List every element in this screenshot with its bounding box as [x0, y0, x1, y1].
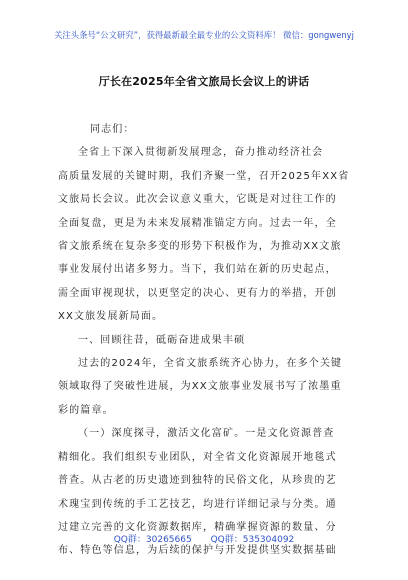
text-line: 全省上下深入贯彻新发展理念，奋力推动经济社会: [78, 147, 324, 159]
text-line: 精细化。我们组织专业团队，对全省文化资源展开地毯式: [58, 451, 337, 463]
document-title: 厅长在2025年全省文旅局长会议上的讲话: [98, 75, 310, 88]
paragraph-review: [58, 352, 354, 422]
footer-contact: [0, 532, 408, 545]
qq-group-2: QQ群：535304092: [210, 535, 295, 545]
text-line: 高质量发展的关键时期，我们齐聚一堂，召开2025年XX省: [58, 170, 350, 182]
text-line: 彩的篇章。: [58, 404, 114, 416]
text-line: 过去的2024年，全省文旅系统齐心协力，在多个关键: [78, 358, 343, 370]
text-line: XX文旅发展新局面。: [58, 311, 164, 323]
text-line: 术瑰宝到传统的手工艺技艺，均进行详细记录与分类。通: [58, 498, 337, 510]
text-line: 全面复盘，更是为未来发展精准锚定方向。过去一年，全: [58, 217, 337, 229]
text-line: 过建立完善的文化资源数据库，精确掌握资源的数量、分: [58, 521, 337, 533]
heading-line: 一、回顾往昔，砥砺奋进成果丰硕: [78, 334, 246, 346]
document-body: [58, 118, 354, 563]
text-line: 布、特色等信息，为后续的保护与开发提供坚实数据基础: [58, 545, 337, 557]
qq-group-1: QQ群：30265665: [113, 535, 192, 545]
text-line: 事业发展付出诸多努力。当下，我们站在新的历史起点，: [58, 264, 337, 276]
paragraph-intro: [58, 141, 354, 328]
text-line: 普查。从古老的历史遗迹到独特的民俗文化，从珍贵的艺: [58, 475, 337, 487]
text-line: 领域取得了突破性进展，为XX文旅事业发展书写了浓墨重: [58, 381, 342, 393]
promo-banner: 关注头条号“公文研究”，获得最新最全最专业的公文资料库！ 微信：gongwenyj: [54, 30, 354, 40]
text-line: （一）深度探寻，激活文化富矿。一是文化资源普查: [78, 428, 335, 440]
text-line: 文旅局长会议。此次会议意义重大，它既是对过往工作的: [58, 194, 337, 206]
salutation: 同志们：: [90, 124, 135, 135]
text-line: 需全面审视现状，以更坚定的决心、更有力的举措，开创: [58, 287, 337, 299]
section-heading: [58, 329, 354, 352]
text-line: 省文旅系统在复杂多变的形势下积极作为，为推动XX文旅: [58, 241, 342, 253]
